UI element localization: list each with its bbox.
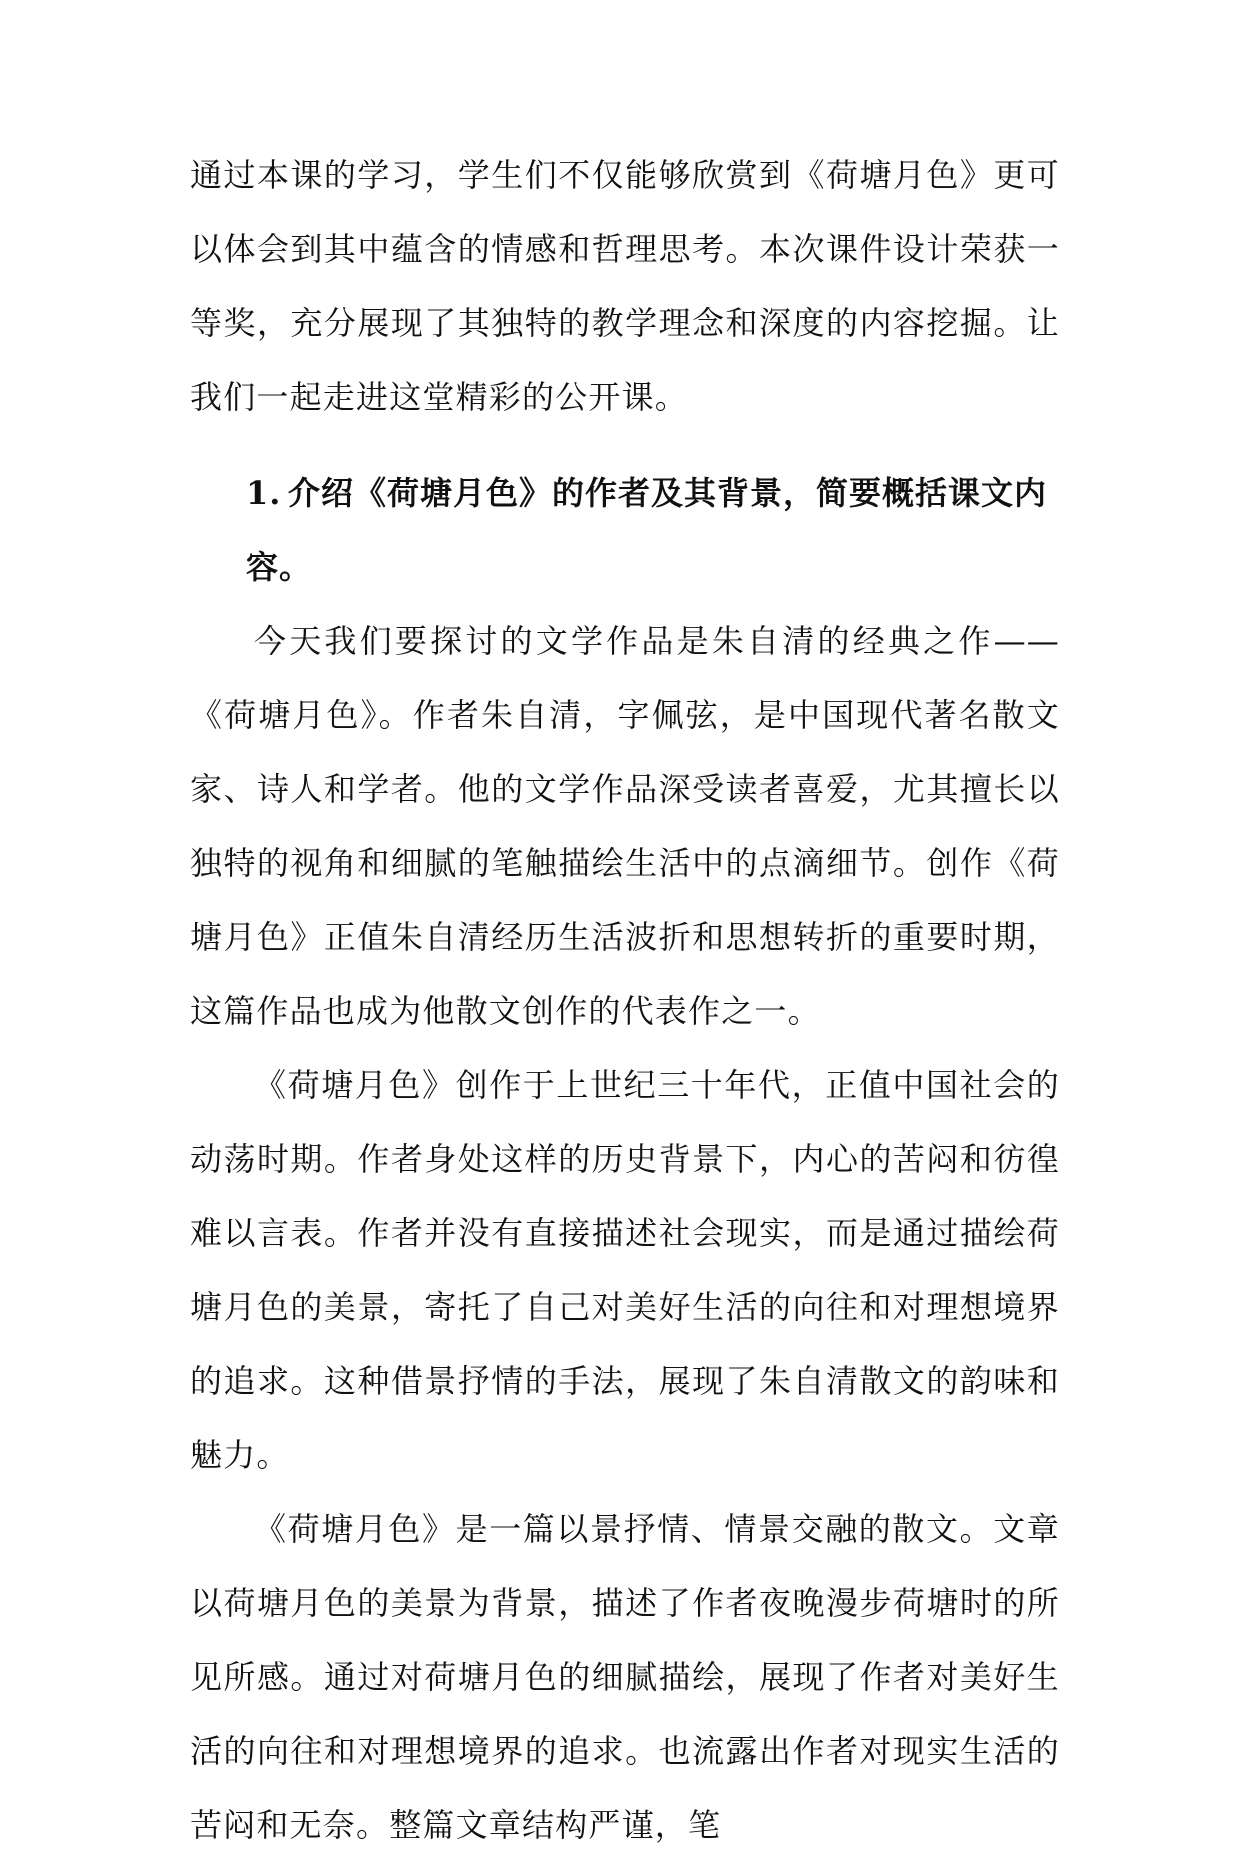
- document-body: [190, 138, 1060, 1862]
- section-number: 1.: [246, 474, 282, 512]
- section-title: 介绍《荷塘月色》的作者及其背景，简要概括课文内容。: [246, 474, 1048, 586]
- section-heading: [190, 456, 1060, 604]
- intro-paragraph: 通过本课的学习，学生们不仅能够欣赏到《荷塘月色》更可以体会到其中蕴含的情感和哲理思考。本次课件设计荣获一等奖，充分展现了其独特的教学理念和深度的内容挖掘。让我们一起走进这堂精彩的公开课。: [190, 156, 1060, 416]
- body-paragraph-background: 《荷塘月色》创作于上世纪三十年代，正值中国社会的动荡时期。作者身处这样的历史背景下，内心的苦闷和彷徨难以言表。作者并没有直接描述社会现实，而是通过描绘荷塘月色的美景，寄托了自己对美好生活的向往和对理想境界的追求。这种借景抒情的手法，展现了朱自清散文的韵味和魅力。: [190, 1066, 1060, 1474]
- body-paragraph-author: 今天我们要探讨的文学作品是朱自清的经典之作——《荷塘月色》。作者朱自清，字佩弦，是中国现代著名散文家、诗人和学者。他的文学作品深受读者喜爱，尤其擅长以独特的视角和细腻的笔触描绘生活中的点滴细节。创作《荷塘月色》正值朱自清经历生活波折和思想转折的重要时期，这篇作品也成为他散文创作的代表作之一。: [190, 622, 1060, 1030]
- body-paragraph-summary: 《荷塘月色》是一篇以景抒情、情景交融的散文。文章以荷塘月色的美景为背景，描述了作者夜晚漫步荷塘时的所见所感。通过对荷塘月色的细腻描绘，展现了作者对美好生活的向往和对理想境界的追求。也流露出作者对现实生活的苦闷和无奈。整篇文章结构严谨，笔: [190, 1510, 1060, 1844]
